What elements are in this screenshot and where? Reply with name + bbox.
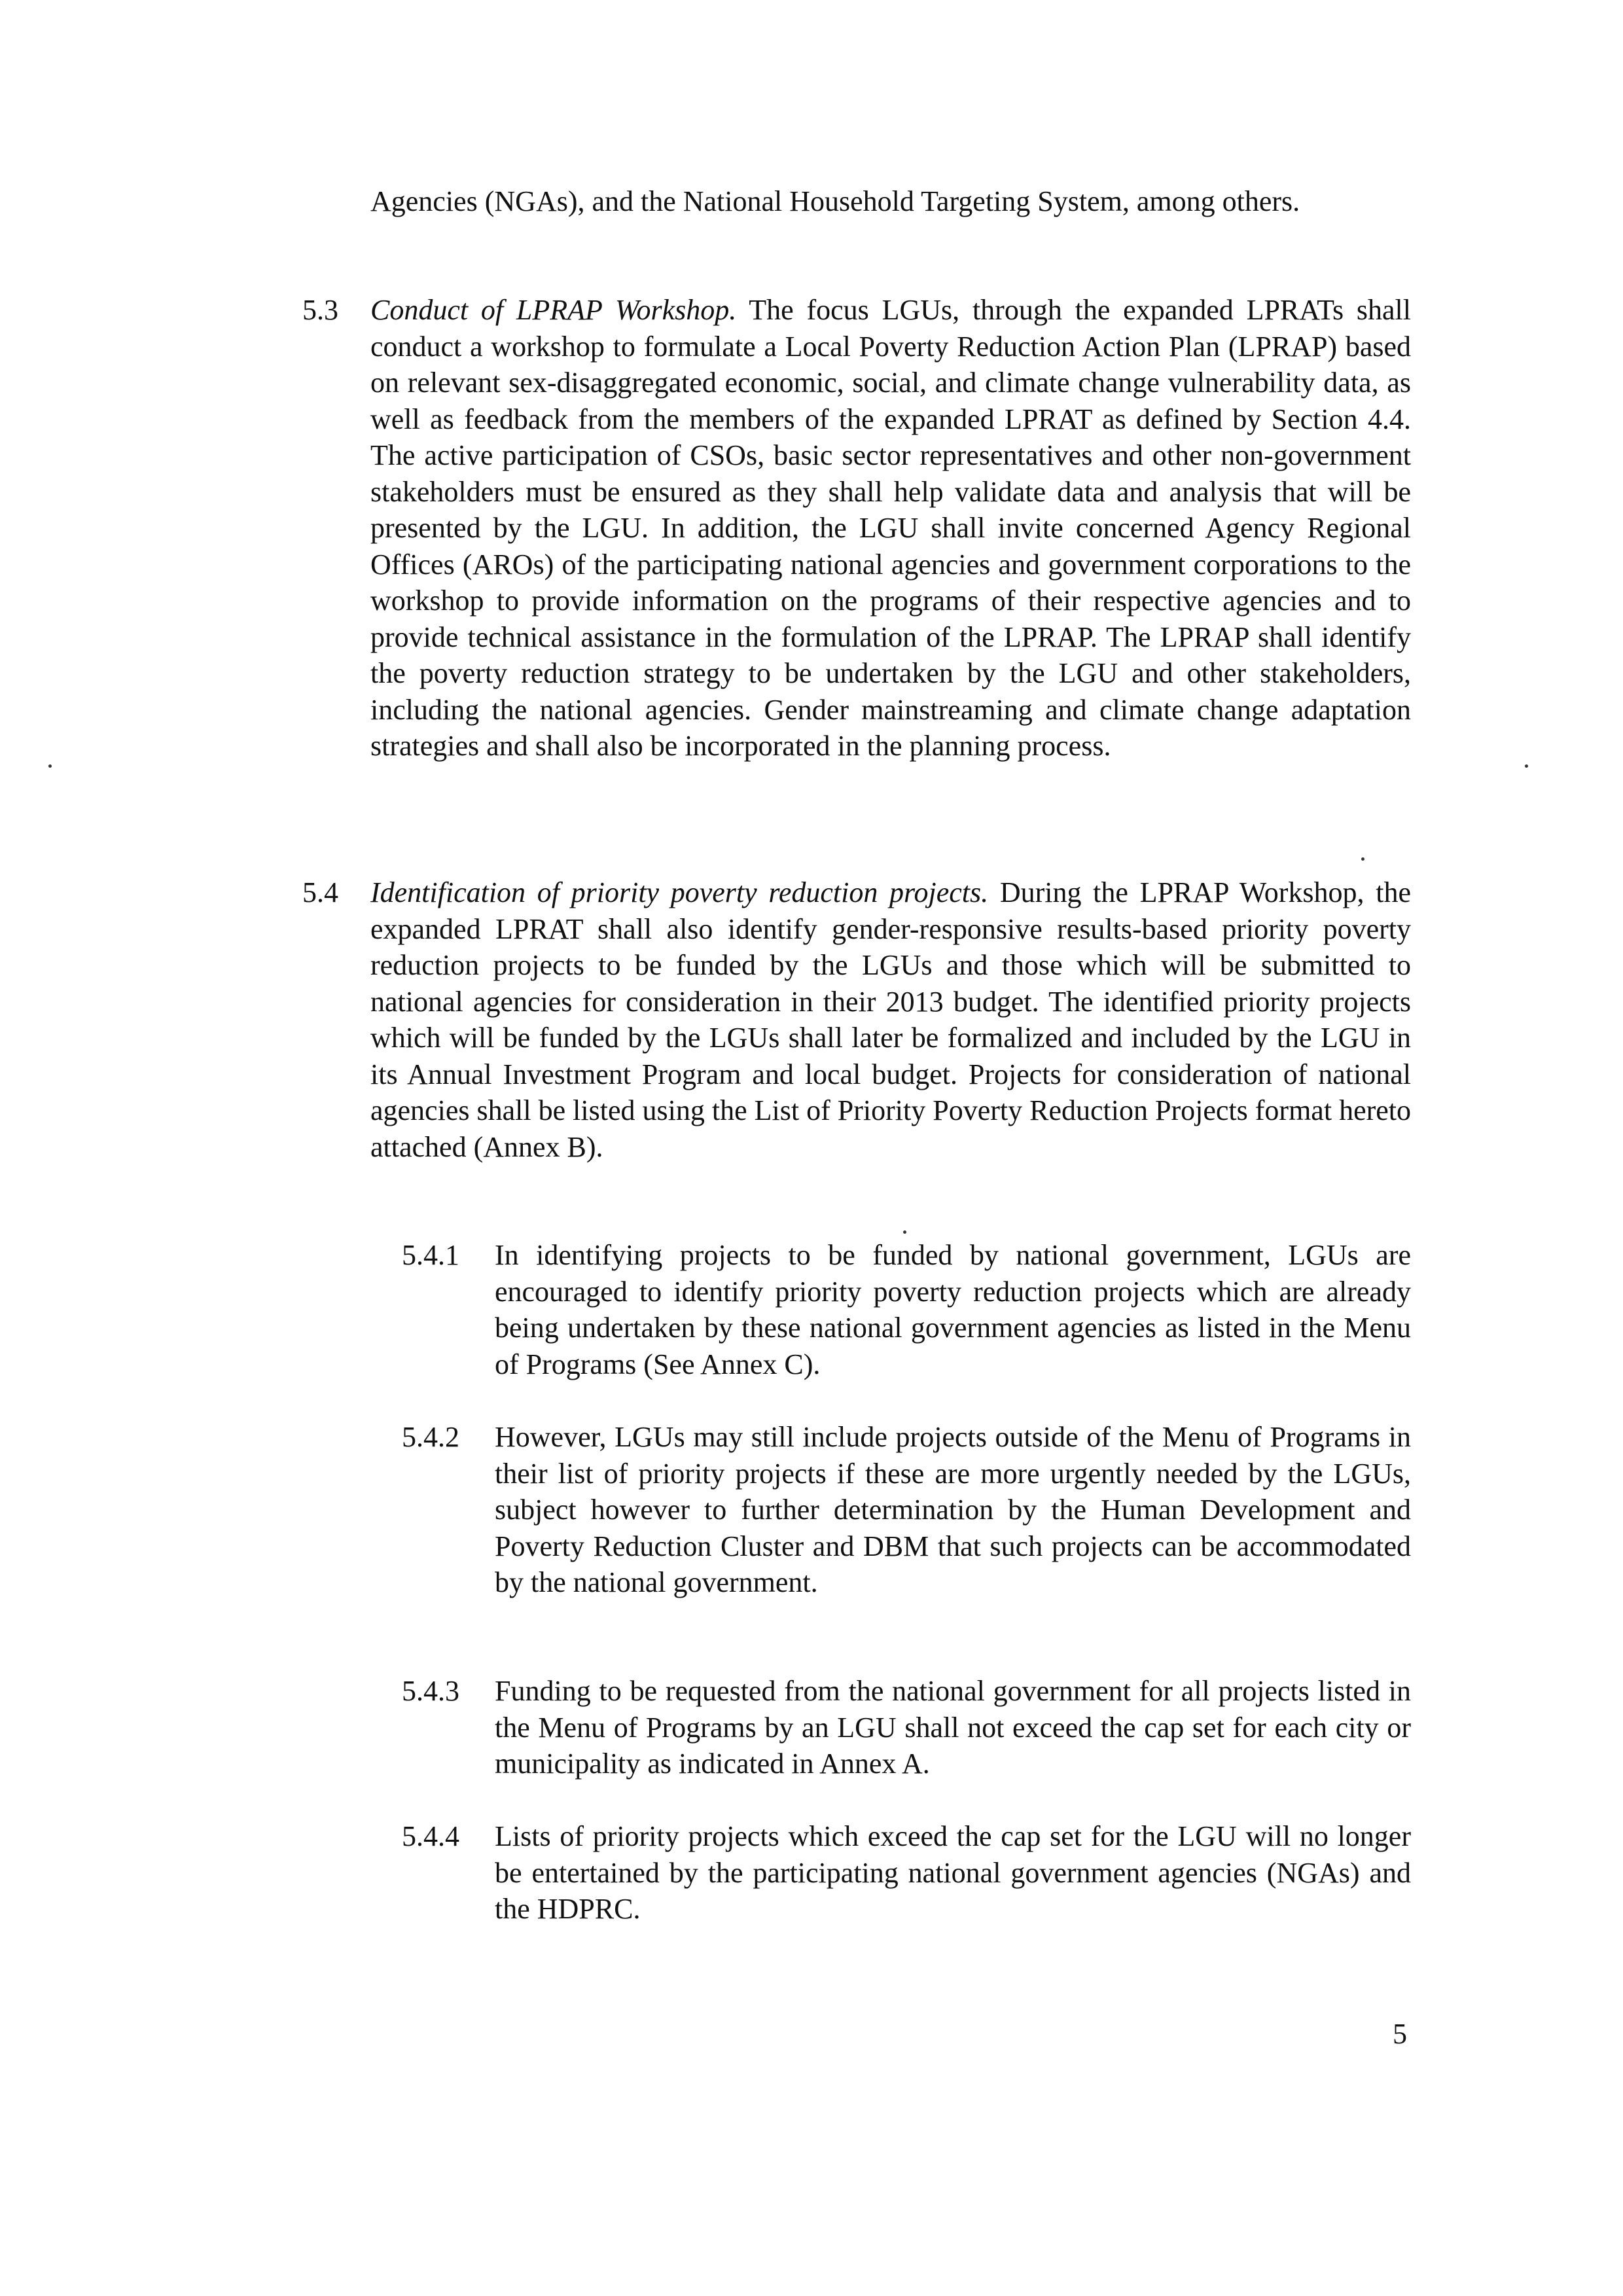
subsection-paragraph: In identifying projects to be funded by national government, LGUs are encouraged to identify priority poverty reduction projects which are already being undertaken by these national government agencies as listed in the Menu of Programs (See Annex C). <box>495 1239 1411 1380</box>
section-number: 5.3 <box>302 294 338 326</box>
subsection-number: 5.4.2 <box>402 1421 459 1453</box>
continuation-paragraph: Agencies (NGAs), and the National Household Targeting System, among others. <box>370 185 1300 217</box>
section-paragraph <box>370 292 1411 764</box>
section-number: 5.4 <box>302 876 338 908</box>
subsection-number: 5.4.1 <box>402 1239 459 1271</box>
scan-speck <box>903 1230 906 1234</box>
subsection-number: 5.4.3 <box>402 1675 459 1707</box>
subsection-paragraph: However, LGUs may still include projects outside of the Menu of Programs in their list of priority projects if these are more urgently needed by the LGUs, subject however to further determination by the Human Development and Poverty Reduction Cluster and DBM that such projects can be accommodated by the national government. <box>495 1421 1411 1598</box>
page-number: 5 <box>1393 2018 1407 2050</box>
section-heading: Conduct of LPRAP Workshop. <box>370 294 737 326</box>
scan-speck <box>1525 764 1528 768</box>
section-paragraph <box>370 874 1411 1165</box>
subsection-paragraph: Funding to be requested from the national government for all projects listed in the Menu of Programs by an LGU shall not exceed the cap set for each city or municipality as indicated in Annex A. <box>495 1675 1411 1780</box>
subsection-paragraph: Lists of priority projects which exceed the cap set for the LGU will no longer be entertained by the participating national government agencies (NGAs) and the HDPRC. <box>495 1820 1411 1925</box>
scan-speck <box>48 764 52 768</box>
section-heading: Identification of priority poverty reduction projects. <box>370 876 989 908</box>
subsection-number: 5.4.4 <box>402 1820 459 1852</box>
section-body: During the LPRAP Workshop, the expanded LPRAT shall also identify gender-responsive results-based priority poverty reduction projects to be funded by the LGUs and those which will be submitted to national agencies for consideration in their 2013 budget. The identified priority projects which will be funded by the LGUs shall later be formalized and included by the LGU in its Annual Investment Program and local budget. Projects for consideration of national agencies shall be listed using the List of Priority Poverty Reduction Projects format hereto attached (Annex B). <box>370 876 1411 1163</box>
scan-speck <box>1361 857 1364 861</box>
section-body: The focus LGUs, through the expanded LPRATs shall conduct a workshop to formulate a Local Poverty Reduction Action Plan (LPRAP) based on relevant sex-disaggregated economic, social, and climate change vulnerability data, as well as feedback from the members of the expanded LPRAT as defined by Section 4.4. The active participation of CSOs, basic sector representatives and other non-government stakeholders must be ensured as they shall help validate data and analysis that will be presented by the LGU. In addition, the LGU shall invite concerned Agency Regional Offices (AROs) of the participating national agencies and government corporations to the workshop to provide information on the programs of their respective agencies and to provide technical assistance in the formulation of the LPRAP. The LPRAP shall identify the poverty reduction strategy to be undertaken by the LGU and other stakeholders, including the national agencies. Gender mainstreaming and climate change adaptation strategies and shall also be incorporated in the planning process. <box>370 294 1411 762</box>
